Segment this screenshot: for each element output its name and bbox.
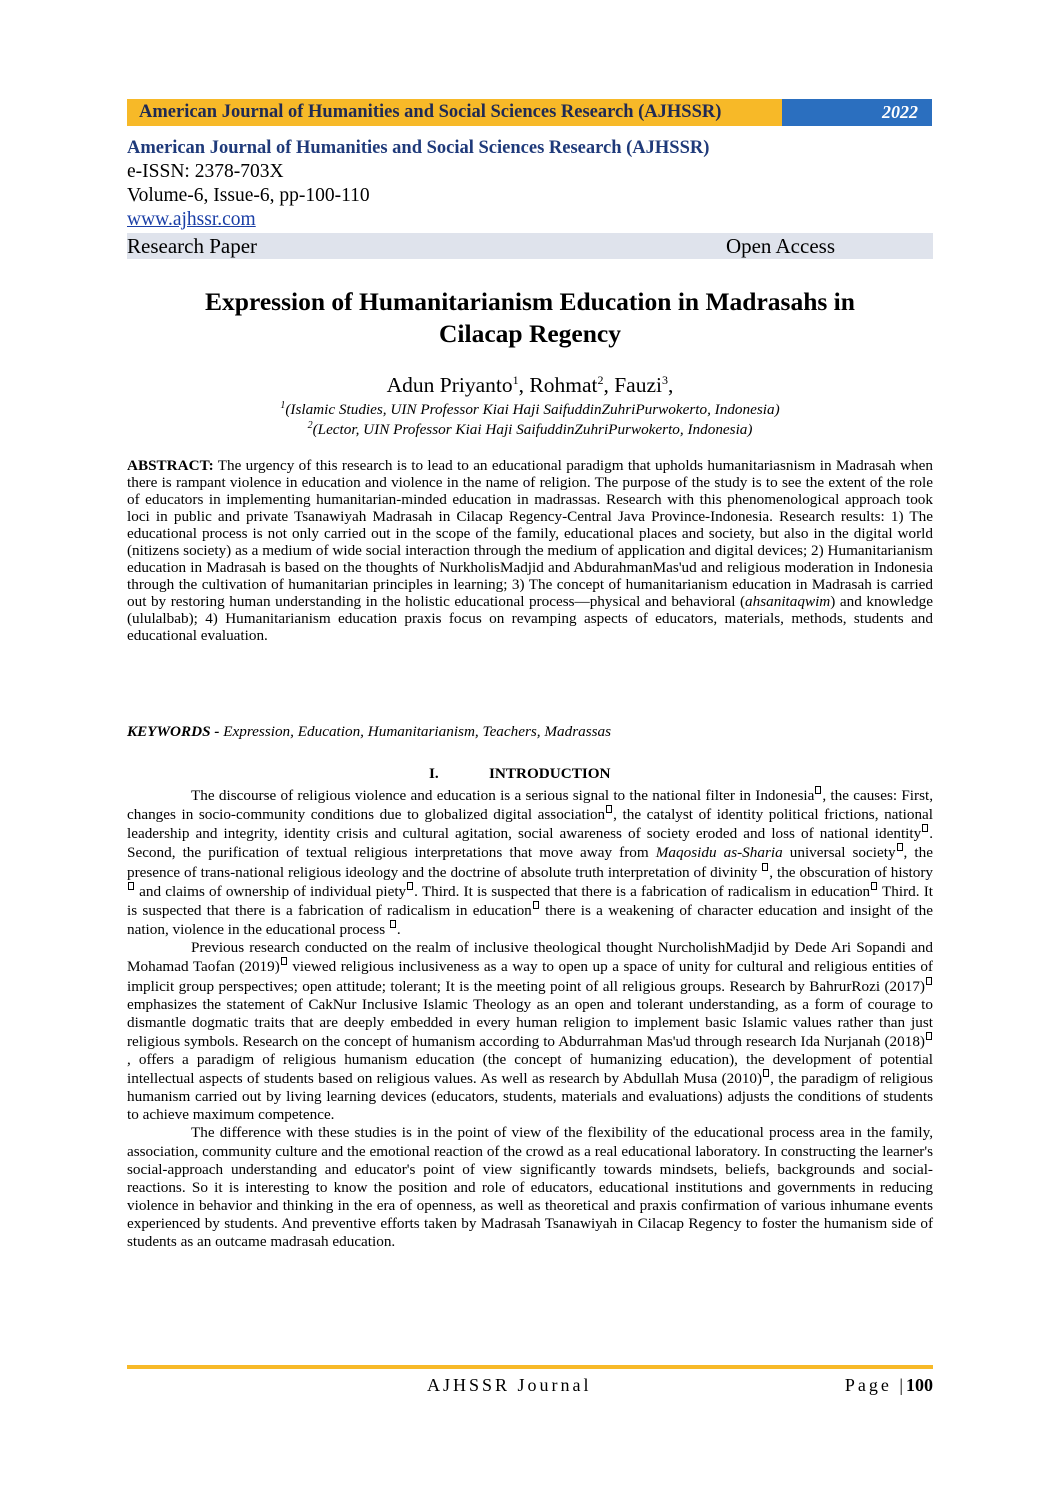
reference-marker-icon [922, 824, 928, 832]
reference-marker-icon [763, 1069, 769, 1077]
keywords: KEYWORDS - Expression, Education, Humanitarianism, Teachers, Madrassas [127, 723, 612, 740]
access-type: Open Access [725, 234, 835, 258]
running-header-journal: American Journal of Humanities and Social Sciences Research (AJHSSR) [127, 99, 782, 126]
abstract: ABSTRACT: The urgency of this research is to lead to an educational paradigm that upholds humanitariasnism in Madrasah when there is rampant violence in education and violence in the name of religion. The purpose of the study is to see the extent of the role of educators in implementing humanitarian-minded education in madrassas. Research with this phenomenological approach took loci in public and private Tsanawiyah Madrasah in Cilacap Regency-Central Java Province-Indonesia. Research results: 1) The educational process is not only carried out in the scope of the family, educational places and society, but also in the digital world (nitizens society) as a medium of wide social interaction through the medium of application and digital devices; 2) Humanitarianism education in Madrasah is based on the thoughts of NurkholisMadjid and AbdurahmanMas'ud and religious moderation in Indonesia through the cultivation of humanitarian principles in learning; 3) The concept of humanitarianism education in Madrasah is carried out by restoring human understanding in the holistic educational process—physical and behavioral (ahsanitaqwim) and knowledge (ululalbab); 4) Humanitarianism education praxis focus on revamping aspects of educators, materials, methods, students and educational evaluation. [127, 457, 933, 644]
issn: e-ISSN: 2378-703X [127, 161, 284, 182]
paragraph: The discourse of religious violence and education is a serious signal to the national filter in Indonesia , the causes: First, changes in socio-community conditions due to globalized digital association , the catalyst of identity political frictions, national leadership and integrity, identity crisis and cultural agitation, social awareness of society eroded and loss of national identity . Second, the purification of textual religious interpretations that move away from Maqosidu as-Sharia universal society , the presence of trans-national religious ideology and the doctrine of absolute truth interpretation of divinity , the obscuration of history and claims of ownership of individual piety . Third. It is suspected that there is a fabrication of radicalism in education Third. It is suspected that there is a fabrication of radicalism in education there is a weakening of character education and insight of the nation, violence in the educational process . [127, 787, 934, 939]
introduction-body [127, 786, 933, 1251]
reference-marker-icon [407, 882, 413, 890]
reference-marker-icon [606, 805, 612, 813]
reference-marker-icon [533, 901, 539, 909]
paper-title: Expression of Humanitarianism Education in Madrasahs in Cilacap Regency [205, 287, 855, 348]
reference-marker-icon [390, 920, 396, 928]
paragraph: The difference with these studies is in the point of view of the flexibility of the educational process area in the family, association, community culture and the emotional reaction of the crowd as a real educational laboratory. In constructing the learner's social-approach understanding and educator's point of view significantly towards mindsets, beliefs, backgrounds and social-reactions. So it is interesting to know the position and role of educators, educational institutions and governments in reducing violence in behavior and thinking in the era of openness, as well as theoretical and praxis confirmation of various inhumane events experienced by students. And preventive efforts taken by Madrasah Tsanawiyah in Cilacap Regency to foster the humanism side of students as an outcame madrasah education. [127, 1124, 933, 1250]
affiliation-1: $^1$(Islamic Studies, UIN Professor Kiai Haji SaifuddinZuhriPurwokerto, Indonesia) [280, 400, 780, 419]
reference-marker-icon [128, 882, 134, 890]
running-header-year: 2022 [782, 99, 932, 126]
reference-marker-icon [871, 882, 877, 890]
paper-type: Research Paper [127, 234, 258, 258]
reference-marker-icon [762, 863, 768, 871]
footer-journal: AJHSSR Journal [427, 1375, 592, 1395]
reference-marker-icon [281, 957, 287, 965]
footer-divider [127, 1365, 933, 1369]
reference-marker-icon [815, 786, 821, 794]
journal-name: American Journal of Humanities and Social Sciences Research (AJHSSR) [127, 138, 710, 158]
reference-marker-icon [897, 843, 903, 851]
volume-info: Volume-6, Issue-6, pp-100-110 [127, 185, 370, 206]
running-header [127, 99, 932, 126]
reference-marker-icon [926, 1032, 932, 1040]
paragraph: Previous research conducted on the realm of inclusive theological thought NurcholishMadjid by Dede Ari Sopandi and Mohamad Taofan (2019) viewed religious inclusiveness as a way to open up a space of unity for cultural and religious entities of implicit group perspectives; open attitude; tolerant; It is the meeting point of all religious groups. Research by BahrurRozi (2017) emphasizes the statement of CakNur Inclusive Islamic Theology as an open and tolerant understanding, as a form of courage to dismantle dogmatic traits that are deeply embedded in every human religion to implement basic Islamic values rather than just religious symbols. Research on the concept of humanism according to Abdurrahman Mas'ud through research Ida Nurjanah (2018), offers a paradigm of religious humanism education (the concept of humanizing education), the development of potential intellectual aspects of students based on religious values. As well as research by Abdullah Musa (2010) , the paradigm of religious humanism carried out by living learning devices (educators, students, materials and evaluations) adjusts the conditions of students to achieve maximum competence. [127, 939, 933, 1124]
reference-marker-icon [926, 977, 932, 985]
paper-type-bar [127, 233, 933, 259]
affiliation-2: $^2$(Lector, UIN Professor Kiai Haji SaifuddinZuhriPurwokerto, Indonesia) [307, 420, 753, 439]
website-link[interactable]: www.ajhssr.com [127, 209, 256, 230]
section-number: I. [429, 765, 439, 782]
footer-page: Page |100 [844, 1375, 933, 1395]
section-title: INTRODUCTION [489, 765, 611, 782]
journal-meta [127, 136, 933, 259]
author-list: Adun Priyanto$^1$, Rohmat$^2$, Fauzi$^3$, [386, 373, 674, 398]
